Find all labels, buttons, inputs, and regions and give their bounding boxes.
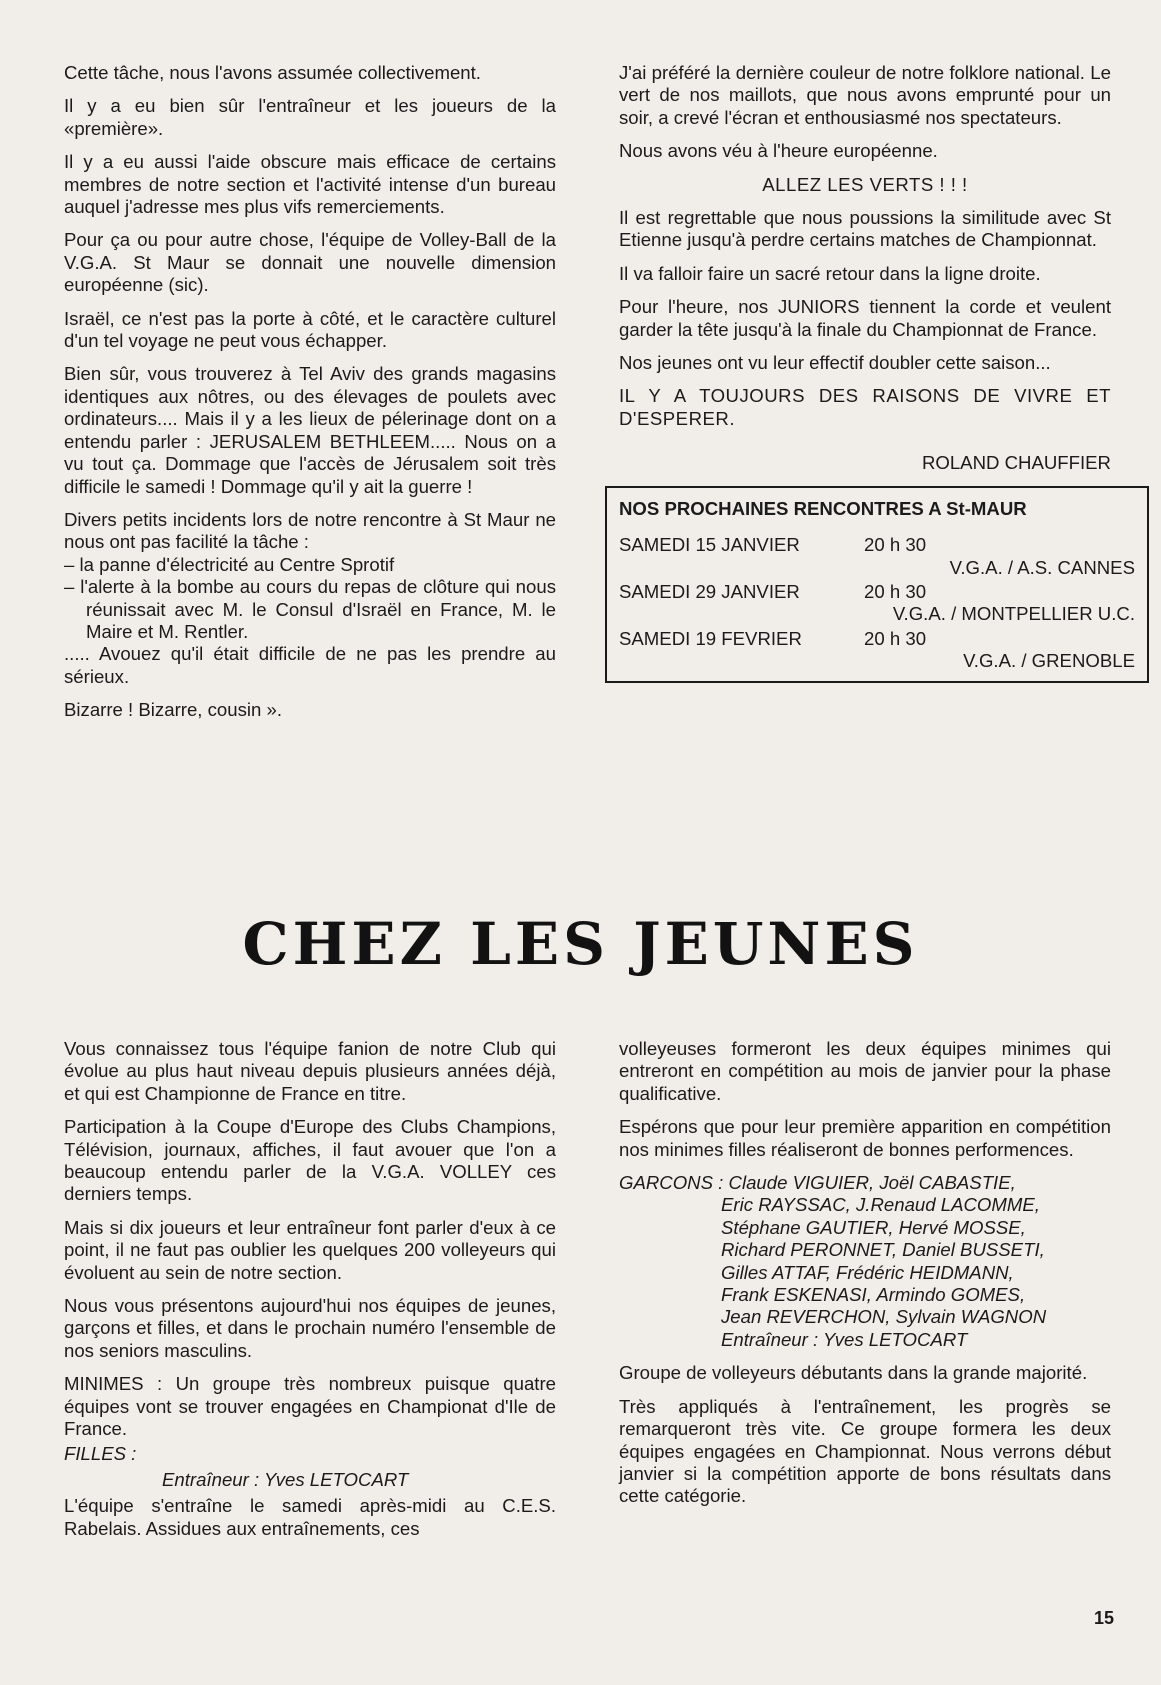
paragraph: Divers petits incidents lors de notre rencontre à St Maur ne nous ont pas facilité la tâche : <box>64 508 556 553</box>
paragraph: Il va falloir faire un sacré retour dans la ligne droite. <box>619 262 1041 284</box>
roster-line: Entraîneur : Yves LETOCART <box>721 1328 968 1350</box>
column-bottom-left <box>64 1038 556 1551</box>
paragraph: Nos jeunes ont vu leur effectif doubler cette saison... <box>619 352 1051 374</box>
match-date: SAMEDI 15 JANVIER <box>619 534 800 556</box>
paragraph: Il y a eu bien sûr l'entraîneur et les joueurs de la «première». <box>64 95 556 139</box>
subheading: FILLES : <box>64 1442 137 1464</box>
match-time: 20 h 30 <box>864 627 927 649</box>
bullet-item: – la panne d'électricité au Centre Sprotif <box>64 553 395 575</box>
paragraph <box>64 1373 556 1440</box>
team-roster <box>619 1194 1111 1351</box>
match-date: SAMEDI 19 FEVRIER <box>619 627 802 649</box>
paragraph: IL Y A TOUJOURS DES RAISONS DE VIVRE ET D'ESPERER. <box>619 385 1111 429</box>
paragraph: Participation à la Coupe d'Europe des Clubs Champions, Télévision, journaux, affiches, il faut avouer que l'on a beaucoup entendu parler de la V.G.A. VOLLEY ces derniers temps. <box>64 1116 556 1205</box>
coach-line: Entraîneur : Yves LETOCART <box>162 1468 409 1490</box>
paragraph: ..... Avouez qu'il était difficile de ne pas les prendre au sérieux. <box>64 643 556 687</box>
roster-line: Stéphane GAUTIER, Hervé MOSSE, <box>721 1216 1026 1238</box>
paragraph: Très appliqués à l'entraînement, les progrès se remarqueront très vite. Ce groupe formera les deux équipes engagées en Championnat. Nous verrons début janvier si la compétition apporte de bons résultats dans cette catégorie. <box>619 1395 1111 1507</box>
paragraph: Bien sûr, vous trouverez à Tel Aviv des grands magasins identiques aux nôtres, ou des élevages de poulets avec ordinateurs.... Mais il y a les lieux de pélerinage dont on a entendu parler : JERUSALEM BETHLEEM..... Nous on a vu tout ça. Dommage que l'accès de Jérusalem soit très difficile le samedi ! Dommage qu'il y ait la guerre ! <box>64 363 556 497</box>
match-entry <box>619 534 1135 579</box>
paragraph: Vous connaissez tous l'équipe fanion de notre Club qui évolue au plus haut niveau depuis plusieurs années déjà, et qui est Championne de France en titre. <box>64 1038 556 1104</box>
upcoming-matches-box <box>605 486 1149 683</box>
column-top-right <box>619 62 1135 683</box>
roster-line: Jean REVERCHON, Sylvain WAGNON <box>721 1306 1047 1328</box>
category-label: MINIMES <box>64 1373 144 1395</box>
page-number: 15 <box>1093 1608 1114 1628</box>
bullet-item: – l'alerte à la bombe au cours du repas de clôture qui nous réunissait avec M. le Consul d'Israël en France, M. le Maire et M. Rentler. <box>64 576 556 642</box>
box-title: NOS PROCHAINES RENCONTRES A St-MAUR <box>619 497 1027 519</box>
match-time: 20 h 30 <box>864 534 927 556</box>
paragraph: J'ai préféré la dernière couleur de notre folklore national. Le vert de nos maillots, que nous avons emprunté pour un soir, a crevé l'écran et enthousiasmé nos spectateurs. <box>619 62 1111 128</box>
match-time: 20 h 30 <box>864 580 927 602</box>
paragraph: Cette tâche, nous l'avons assumée collectivement. <box>64 62 481 83</box>
paragraph: L'équipe s'entraîne le samedi après-midi au C.E.S. Rabelais. Assidues aux entraînements, ces <box>64 1495 556 1539</box>
paragraph: Il est regrettable que nous poussions la similitude avec St Etienne jusqu'à perdre certains matches de Championnat. <box>619 207 1111 251</box>
roster-line: Richard PERONNET, Daniel BUSSETI, <box>721 1239 1045 1261</box>
paragraph: Israël, ce n'est pas la porte à côté, et le caractère culturel d'un tel voyage ne peut vous échapper. <box>64 307 556 352</box>
paragraph: Bizarre ! Bizarre, cousin ». <box>64 699 283 721</box>
column-top-left <box>64 62 556 733</box>
paragraph: Il y a eu aussi l'aide obscure mais efficace de certains membres de notre section et l'activité intense d'un bureau auquel j'adresse mes plus vifs remerciements. <box>64 151 556 218</box>
roster-line: Frank ESKENASI, Armindo GOMES, <box>721 1284 1026 1306</box>
match-entry <box>619 628 1135 673</box>
paragraph: Mais si dix joueurs et leur entraîneur font parler d'eux à ce point, il ne faut pas oublier les quelques 200 volleyeurs qui évoluent au sein de notre section. <box>64 1216 556 1283</box>
match-date: SAMEDI 29 JANVIER <box>619 580 800 602</box>
match-teams: V.G.A. / GRENOBLE <box>963 650 1135 672</box>
match-teams: V.G.A. / MONTPELLIER U.C. <box>892 603 1135 625</box>
paragraph: Groupe de volleyeurs débutants dans la grande majorité. <box>619 1362 1088 1384</box>
paragraph: Nous avons véu à l'heure européenne. <box>619 140 938 162</box>
roster-line: Gilles ATTAF, Frédéric HEIDMANN, <box>721 1261 1014 1283</box>
paragraph: Espérons que pour leur première apparition en compétition nos minimes filles réaliseront de bonnes performences. <box>619 1116 1111 1160</box>
roster-line: Eric RAYSSAC, J.Renaud LACOMME, <box>721 1194 1040 1216</box>
match-teams: V.G.A. / A.S. CANNES <box>949 556 1135 578</box>
column-bottom-right <box>619 1038 1111 1519</box>
paragraph-text: : Un groupe très nombreux puisque quatre équipes vont se trouver engagées en Championat d'Ile de France. <box>64 1373 556 1440</box>
paragraph: Pour ça ou pour autre chose, l'équipe de Volley-Ball de la V.G.A. St Maur se donnait une nouvelle dimension européenne (sic). <box>64 229 556 296</box>
paragraph: Pour l'heure, nos JUNIORS tiennent la corde et veulent garder la tête jusqu'à la finale du Championnat de France. <box>619 296 1111 340</box>
section-headline: CHEZ LES JEUNES <box>242 910 919 978</box>
team-roster-heading: GARCONS : Claude VIGUIER, Joël CABASTIE, <box>619 1172 1016 1194</box>
paragraph: Nous vous présentons aujourd'hui nos équipes de jeunes, garçons et filles, et dans le prochain numéro l'ensemble de nos seniors masculins. <box>64 1295 556 1361</box>
slogan: ALLEZ LES VERTS ! ! ! <box>762 173 968 195</box>
signature: ROLAND CHAUFFIER <box>921 452 1111 474</box>
match-entry <box>619 581 1135 626</box>
paragraph: volleyeuses formeront les deux équipes minimes qui entreront en compétition au mois de janvier pour la phase qualificative. <box>619 1038 1111 1104</box>
